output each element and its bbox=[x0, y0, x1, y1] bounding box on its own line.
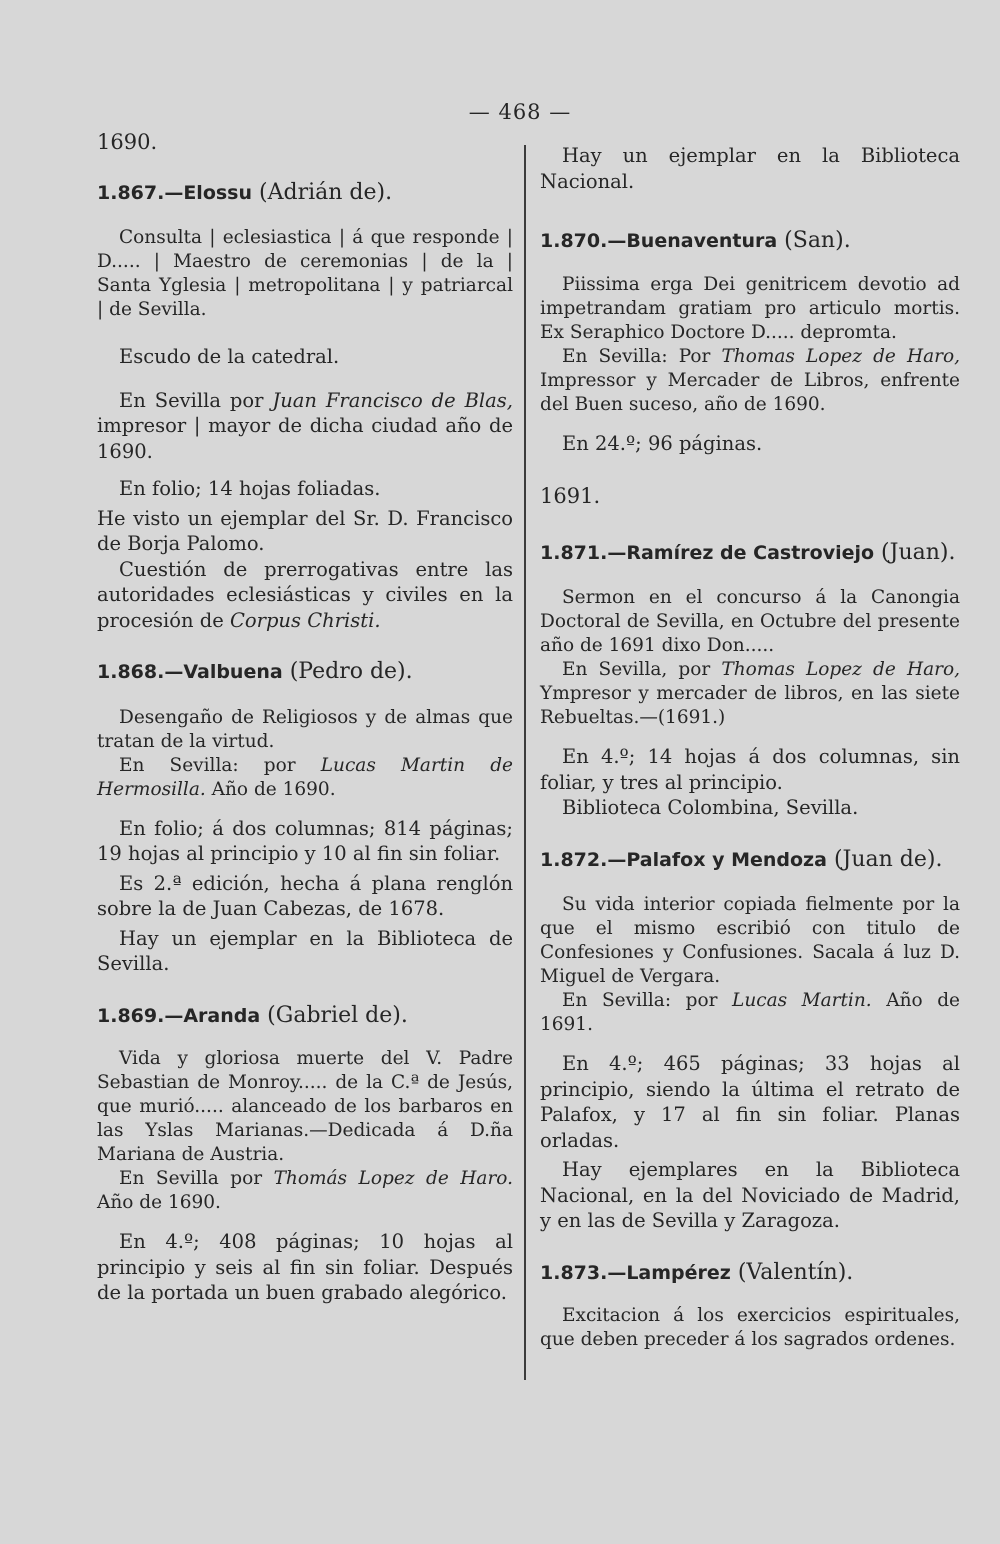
year-heading: 1691. bbox=[540, 484, 601, 508]
note-text: Cuestión de prerrogativas entre las autoridades eclesiásticas y civiles en la procesión de bbox=[97, 557, 513, 632]
imprint-text: impresor | mayor de dicha ciudad año de 1690. bbox=[97, 414, 513, 463]
entry-continuation: Hay un ejemplar en la Biblioteca Nacional. bbox=[540, 144, 960, 193]
entry-number: 1.871. bbox=[540, 541, 608, 564]
imprint-text: En Sevilla: Por bbox=[562, 345, 722, 367]
note-italic: Corpus Christi. bbox=[229, 608, 381, 632]
entry-title: Consulta | eclesiastica | á que responde | D..... | Maestro de ceremonias | de la | Santa Yglesia | metropolitana | y patriarcal | de Sevilla. bbox=[97, 227, 513, 320]
entry-note: Escudo de la catedral. bbox=[119, 345, 340, 368]
entry-heading-1872 bbox=[540, 847, 960, 874]
entry-title: Desengaño de Religiosos y de almas que tratan de la virtud. bbox=[97, 706, 513, 752]
imprint-text: Año de 1691. bbox=[540, 990, 960, 1035]
imprint-text: Año de 1690. bbox=[205, 778, 336, 800]
entry-number: 1.867. bbox=[97, 181, 165, 204]
entry-imprint bbox=[97, 388, 513, 465]
left-column bbox=[97, 130, 513, 1306]
entry-author-rest: (San). bbox=[777, 228, 851, 253]
imprint-printer: Juan Francisco de Blas, bbox=[272, 388, 513, 412]
column-divider bbox=[524, 145, 526, 1380]
entry-author: Lampérez bbox=[626, 1261, 731, 1284]
entry-author: Ramírez de Castroviejo bbox=[626, 541, 875, 564]
entry-title: Vida y gloriosa muerte del V. Padre Sebastian de Monroy..... de la C.ª de Jesús, que murió..... alanceado de los barbaros en las Yslas Marianas.—Dedicada á D.ña Mariana de Austria. bbox=[97, 1048, 513, 1165]
entry-dash: — bbox=[607, 541, 627, 564]
entry-edition: Es 2.ª edición, hecha á plana renglón sobre la de Juan Cabezas, de 1678. bbox=[97, 871, 513, 920]
entry-author-rest: (Adrián de). bbox=[252, 179, 393, 205]
entry-author: Aranda bbox=[183, 1004, 261, 1027]
right-column bbox=[540, 143, 960, 1352]
entry-copy: Hay ejemplares en la Biblioteca Nacional, en la del Noviciado de Madrid, y en las de Sevilla y Zaragoza. bbox=[540, 1158, 960, 1232]
imprint-printer: Lucas Martin de Hermosilla. bbox=[97, 754, 513, 800]
imprint-text: En Sevilla, por bbox=[562, 659, 722, 680]
entry-dash: — bbox=[164, 661, 184, 683]
imprint-printer: Thomas Lopez de Haro, bbox=[721, 659, 960, 680]
entry-number: 1.873. bbox=[540, 1261, 608, 1284]
imprint-text: Ympresor y mercader de libros, en las siete Rebueltas.—(1691.) bbox=[540, 683, 960, 728]
imprint-text: Impressor y Mercader de Libros, enfrente del Buen suceso, año de 1690. bbox=[540, 369, 960, 415]
year-heading: 1690. bbox=[97, 130, 158, 154]
entry-heading-1873 bbox=[540, 1260, 960, 1287]
entry-heading-1870 bbox=[540, 228, 960, 255]
entry-title: Piissima erga Dei genitricem devotio ad impetrandam gratiam pro articulo mortis. Ex Seraphico Doctore D..... depromta. bbox=[540, 273, 960, 343]
imprint-text: En Sevilla por bbox=[119, 388, 273, 412]
entry-author: Buenaventura bbox=[626, 230, 778, 252]
entry-dash: — bbox=[607, 848, 627, 871]
entry-format: En folio; á dos columnas; 814 páginas; 19 hojas al principio y 10 al fin sin foliar. bbox=[97, 816, 513, 865]
entry-dash: — bbox=[164, 181, 184, 204]
entry-number: 1.870. bbox=[540, 230, 608, 252]
entry-copy: He visto un ejemplar del Sr. D. Francisco de Borja Palomo. bbox=[97, 506, 513, 555]
entry-format: En 4.º; 408 páginas; 10 hojas al principio y seis al fin sin foliar. Después de la portada un buen grabado alegórico. bbox=[97, 1230, 513, 1304]
entry-author: Palafox y Mendoza bbox=[626, 848, 827, 871]
entry-number: 1.868. bbox=[97, 661, 165, 683]
imprint-printer: Thomas Lopez de Haro, bbox=[721, 345, 960, 367]
page-number: — 468 — bbox=[468, 100, 572, 124]
entry-copy: Hay un ejemplar en la Biblioteca de Sevilla. bbox=[97, 926, 513, 975]
entry-format: En 24.º; 96 páginas. bbox=[562, 431, 763, 455]
imprint-text: En Sevilla: por bbox=[119, 754, 321, 776]
entry-author-rest: (Pedro de). bbox=[282, 659, 413, 684]
entry-heading-1868 bbox=[97, 659, 513, 686]
entry-imprint bbox=[97, 1167, 513, 1215]
entry-heading-1869 bbox=[97, 1003, 513, 1030]
entry-author-rest: (Gabriel de). bbox=[260, 1002, 408, 1028]
imprint-text: Año de 1690. bbox=[97, 1192, 221, 1213]
entry-note bbox=[97, 557, 513, 634]
entry-author: Elossu bbox=[183, 181, 253, 204]
imprint-text: En Sevilla por bbox=[119, 1168, 274, 1189]
entry-format: En folio; 14 hojas foliadas. bbox=[119, 477, 381, 500]
imprint-printer: Thomás Lopez de Haro. bbox=[273, 1168, 513, 1189]
imprint-text: En Sevilla: por bbox=[562, 990, 733, 1011]
entry-dash: — bbox=[164, 1004, 184, 1027]
entry-imprint bbox=[540, 989, 960, 1037]
entry-title: Excitacion á los exercicios espirituales, que deben preceder á los sagrados ordenes. bbox=[540, 1305, 960, 1350]
imprint-printer: Lucas Martin. bbox=[732, 990, 872, 1011]
entry-author-rest: (Juan de). bbox=[826, 846, 943, 872]
entry-imprint bbox=[97, 754, 513, 802]
entry-title: Su vida interior copiada fielmente por la que el mismo escribió con titulo de Confesiones y Confusiones. Sacala á luz D. Miguel de Vergara. bbox=[540, 894, 960, 987]
entry-number: 1.872. bbox=[540, 848, 608, 871]
entry-title: Sermon en el concurso á la Canongia Doctoral de Sevilla, en Octubre del presente año de 1691 dixo Don..... bbox=[540, 587, 960, 656]
entry-dash: — bbox=[607, 1261, 627, 1284]
entry-author-rest: (Juan). bbox=[874, 539, 956, 565]
entry-format: En 4.º; 14 hojas á dos columnas, sin foliar, y tres al principio. bbox=[540, 745, 960, 794]
entry-heading-1871 bbox=[540, 540, 960, 567]
entry-number: 1.869. bbox=[97, 1004, 165, 1027]
entry-copy: Biblioteca Colombina, Sevilla. bbox=[562, 796, 859, 819]
entry-author: Valbuena bbox=[183, 661, 283, 683]
entry-imprint bbox=[540, 658, 960, 730]
entry-dash: — bbox=[607, 230, 627, 252]
entry-imprint bbox=[540, 345, 960, 417]
entry-author-rest: (Valentín). bbox=[730, 1259, 854, 1285]
entry-format: En 4.º; 465 páginas; 33 hojas al principio, siendo la última el retrato de Palafox, y 17 al fin sin foliar. Planas orladas. bbox=[540, 1052, 960, 1152]
entry-heading-1867 bbox=[97, 180, 513, 207]
